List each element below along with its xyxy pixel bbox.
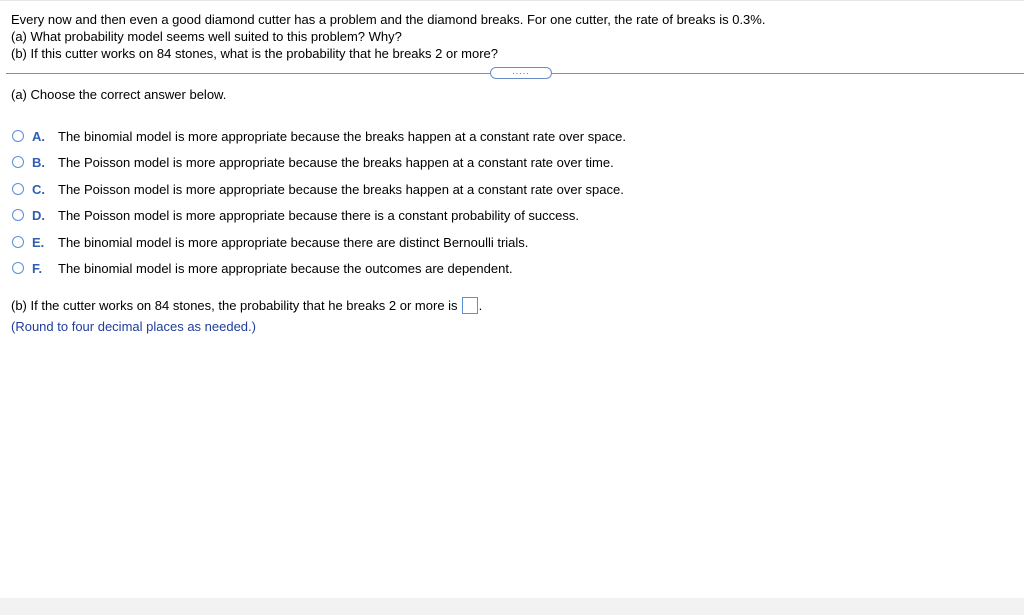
option-f[interactable] — [12, 259, 513, 277]
radio-button-icon[interactable] — [12, 209, 24, 221]
option-letter: D. — [32, 207, 45, 223]
option-letter: B. — [32, 154, 45, 170]
part-a-prompt: (a) Choose the correct answer below. — [11, 87, 227, 102]
radio-button-icon[interactable] — [12, 236, 24, 248]
expand-question-button[interactable] — [490, 67, 552, 79]
option-text: The Poisson model is more appropriate because the breaks happen at a constant rate over time. — [58, 154, 614, 170]
option-letter: E. — [32, 234, 45, 250]
option-letter: F. — [32, 260, 43, 276]
option-c[interactable] — [12, 180, 624, 198]
option-a[interactable] — [12, 127, 626, 145]
question-line-1: Every now and then even a good diamond cutter has a problem and the diamond breaks. For one cutter, the rate of breaks is 0.3%. — [11, 12, 766, 27]
top-border — [0, 0, 1024, 1]
option-text: The Poisson model is more appropriate because there is a constant probability of success. — [58, 207, 579, 223]
part-b-prompt: (b) If the cutter works on 84 stones, the probability that he breaks 2 or more is — [11, 298, 458, 313]
option-letter: A. — [32, 128, 45, 144]
option-text: The binomial model is more appropriate because there are distinct Bernoulli trials. — [58, 234, 529, 250]
ellipsis-icon: ..... — [512, 66, 530, 76]
sentence-period: . — [478, 298, 483, 313]
option-d[interactable] — [12, 206, 579, 224]
rounding-instruction: (Round to four decimal places as needed.) — [11, 319, 256, 334]
option-b[interactable] — [12, 153, 614, 171]
probability-answer-input[interactable] — [462, 297, 478, 314]
question-text — [11, 11, 765, 62]
radio-button-icon[interactable] — [12, 183, 24, 195]
radio-button-icon[interactable] — [12, 262, 24, 274]
option-letter: C. — [32, 181, 45, 197]
radio-button-icon[interactable] — [12, 156, 24, 168]
option-text: The binomial model is more appropriate because the outcomes are dependent. — [58, 260, 513, 276]
bottom-bar — [0, 598, 1024, 615]
option-text: The Poisson model is more appropriate because the breaks happen at a constant rate over space. — [58, 181, 624, 197]
question-line-2: (a) What probability model seems well suited to this problem? Why? — [11, 29, 402, 44]
part-b-prompt-row — [11, 297, 482, 314]
option-e[interactable] — [12, 233, 528, 251]
question-line-3: (b) If this cutter works on 84 stones, what is the probability that he breaks 2 or more? — [11, 46, 499, 61]
radio-button-icon[interactable] — [12, 130, 24, 142]
option-text: The binomial model is more appropriate because the breaks happen at a constant rate over space. — [58, 128, 627, 144]
